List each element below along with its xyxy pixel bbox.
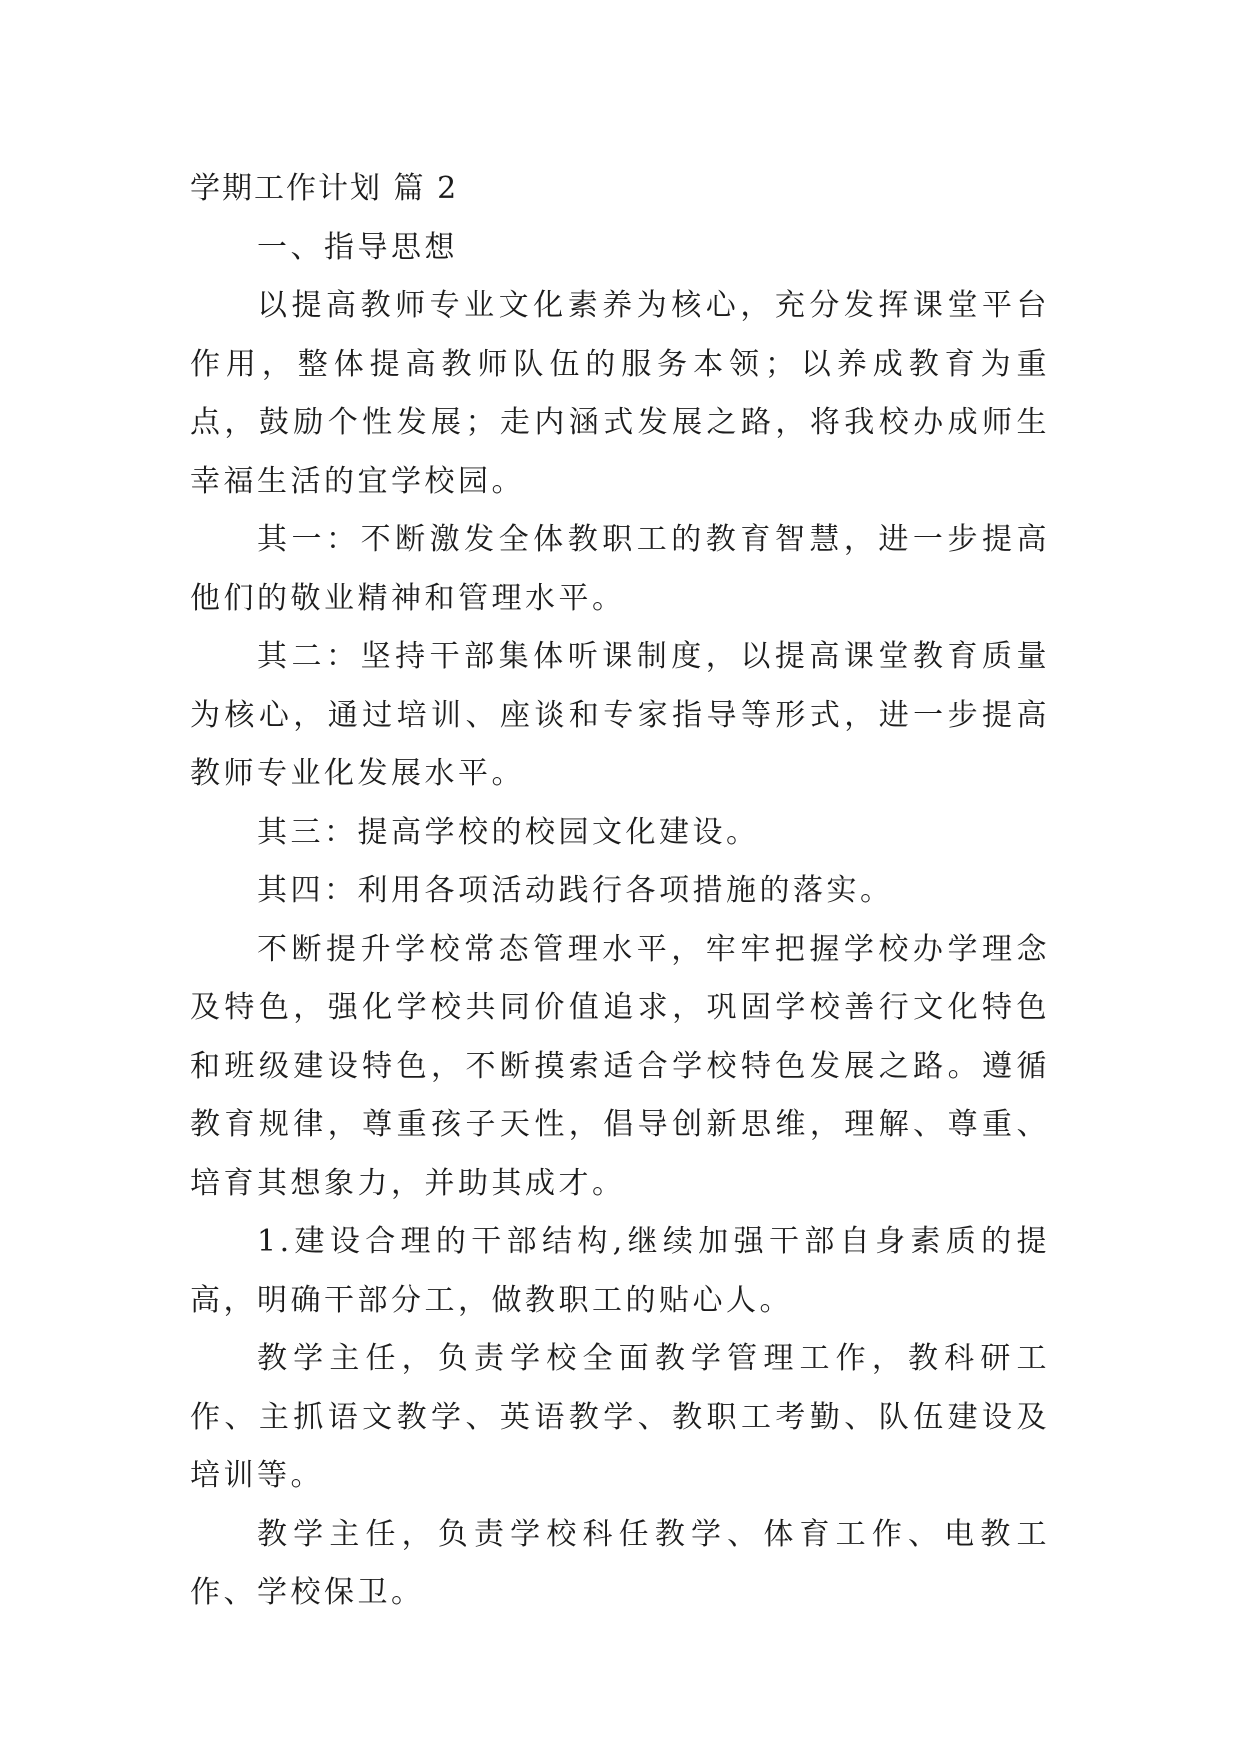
paragraph-management-level: 不断提升学校常态管理水平，牢牢把握学校办学理念及特色，强化学校共同价值追求，巩固学校善行文化特色和班级建设特色，不断摸索适合学校特色发展之路。遵循教育规律，尊重孩子天性，倡导创新思维，理解、尊重、培育其想象力，并助其成才。	[190, 931, 1050, 1201]
paragraph-point-three: 其三：提高学校的校园文化建设。	[257, 814, 760, 850]
paragraph-point-two: 其二：坚持干部集体听课制度，以提高课堂教育质量为核心，通过培训、座谈和专家指导等形式，进一步提高教师专业化发展水平。	[190, 639, 1050, 791]
paragraph-item-one: 1.建设合理的干部结构,继续加强干部自身素质的提高，明确干部分工，做教职工的贴心人。	[190, 1224, 1050, 1318]
paragraph-core-goal: 以提高教师专业文化素养为核心，充分发挥课堂平台作用，整体提高教师队伍的服务本领；以养成教育为重点，鼓励个性发展；走内涵式发展之路，将我校办成师生幸福生活的宜学校园。	[190, 288, 1050, 499]
paragraph-teaching-director-two: 教学主任，负责学校科任教学、体育工作、电教工作、学校保卫。	[190, 1516, 1050, 1610]
document-body	[190, 160, 1050, 1623]
section-heading-guiding-ideology: 一、指导思想	[257, 229, 458, 265]
document-title: 学期工作计划 篇 2	[190, 171, 459, 206]
paragraph-teaching-director-one: 教学主任，负责学校全面教学管理工作，教科研工作、主抓语文教学、英语教学、教职工考勤、队伍建设及培训等。	[190, 1341, 1050, 1493]
paragraph-point-one: 其一：不断激发全体教职工的教育智慧，进一步提高他们的敬业精神和管理水平。	[190, 522, 1050, 616]
paragraph-point-four: 其四：利用各项活动践行各项措施的落实。	[257, 873, 894, 908]
